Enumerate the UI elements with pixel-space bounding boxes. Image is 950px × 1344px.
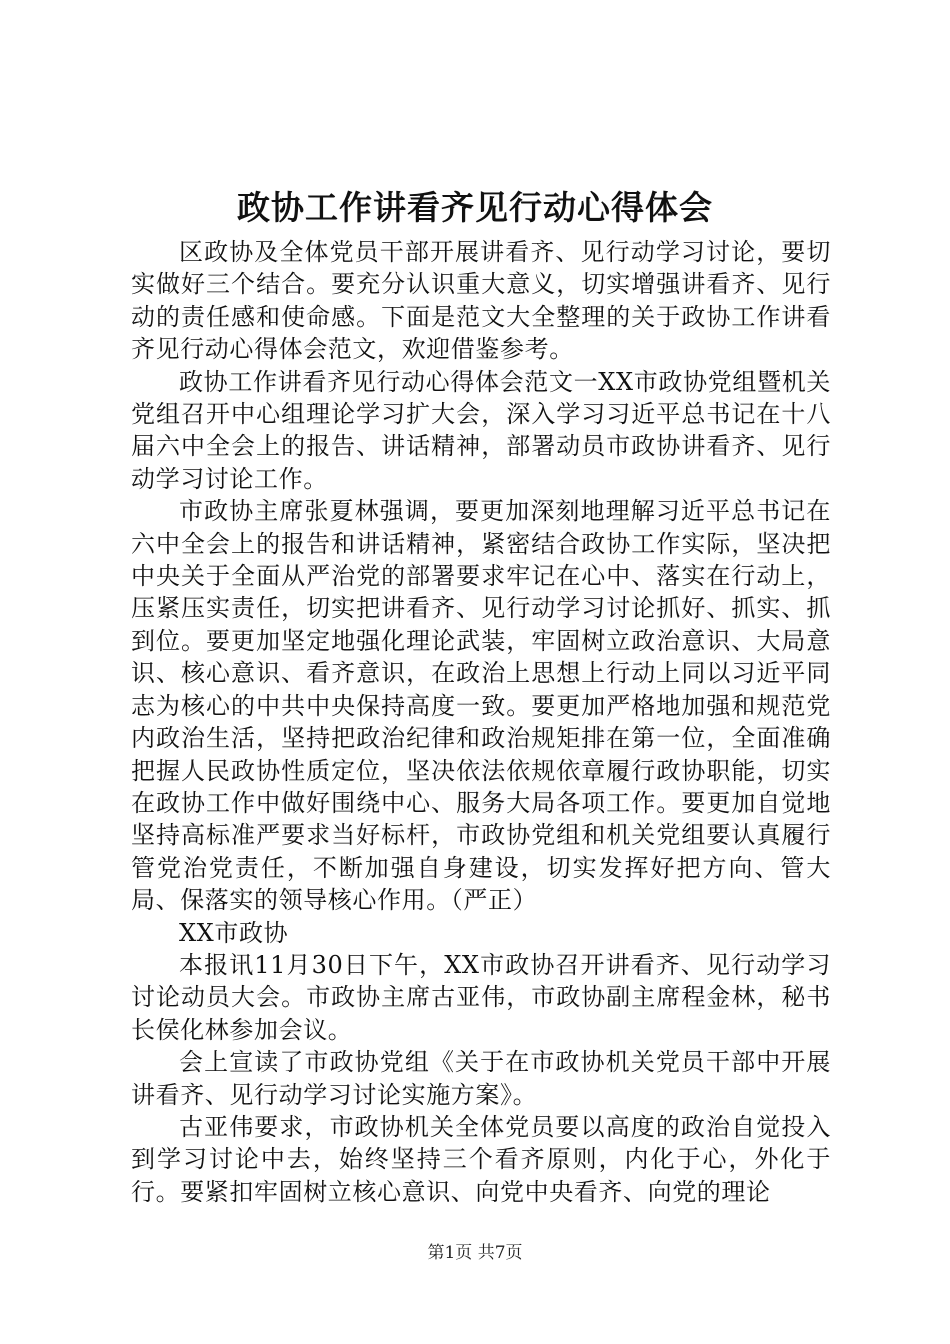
- document-title: 政协工作讲看齐见行动心得体会: [237, 188, 713, 227]
- paragraph-sample-one: 政协工作讲看齐见行动心得体会范文一XX市政协党组暨机关党组召开中心组理论学习扩大会，深入学习习近平总书记在十八届六中全会上的报告、讲话精神，部署动员市政协讲看齐、见行动学习讨论工作。: [131, 367, 831, 493]
- paragraph-chairman-speech: 市政协主席张夏林强调，要更加深刻地理解习近平总书记在六中全会上的报告和讲话精神，紧密结合政协工作实际，坚决把中央关于全面从严治党的部署要求牢记在心中、落实在行动上，压紧压实责任，切实把讲看齐、见行动学习讨论抓好、抓实、抓到位。要更加坚定地强化理论武装，牢固树立政治意识、大局意识、核心意识、看齐意识，在政治上思想上行动上同以习近平同志为核心的中共中央保持高度一致。要更加严格地加强和规范党内政治生活，坚持把政治纪律和政治规矩排在第一位，全面准确把握人民政协性质定位，坚决依法依规依章履行政协职能，切实在政协工作中做好围绕中心、服务大局各项工作。要更加自觉地坚持高标准严要求当好标杆，市政协党组和机关党组要认真履行管党治党责任，不断加强自身建设，切实发挥好把方向、管大局、保落实的领导核心作用。（严正）: [131, 497, 831, 915]
- paragraph-intro: 区政协及全体党员干部开展讲看齐、见行动学习讨论，要切实做好三个结合。要充分认识重大意义，切实增强讲看齐、见行动的责任感和使命感。下面是范文大全整理的关于政协工作讲看齐见行动心得体会范文，欢迎借鉴参考。: [131, 238, 831, 364]
- document-body: [131, 236, 831, 1208]
- paragraph-meeting-plan: 会上宣读了市政协党组《关于在市政协机关党员干部中开展讲看齐、见行动学习讨论实施方案》。: [131, 1048, 831, 1109]
- paragraph-news-report: 本报讯11月30日下午，XX市政协召开讲看齐、见行动学习讨论动员大会。市政协主席古亚伟，市政协副主席程金林，秘书长侯化林参加会议。: [131, 950, 831, 1044]
- page-number-footer: 第1页 共7页: [427, 1243, 523, 1263]
- paragraph-source: XX市政协: [179, 918, 289, 947]
- paragraph-requirements: 古亚伟要求，市政协机关全体党员要以高度的政治自觉投入到学习讨论中去，始终坚持三个看齐原则，内化于心，外化于行。要紧扣牢固树立核心意识、向党中央看齐、向党的理论: [131, 1112, 831, 1206]
